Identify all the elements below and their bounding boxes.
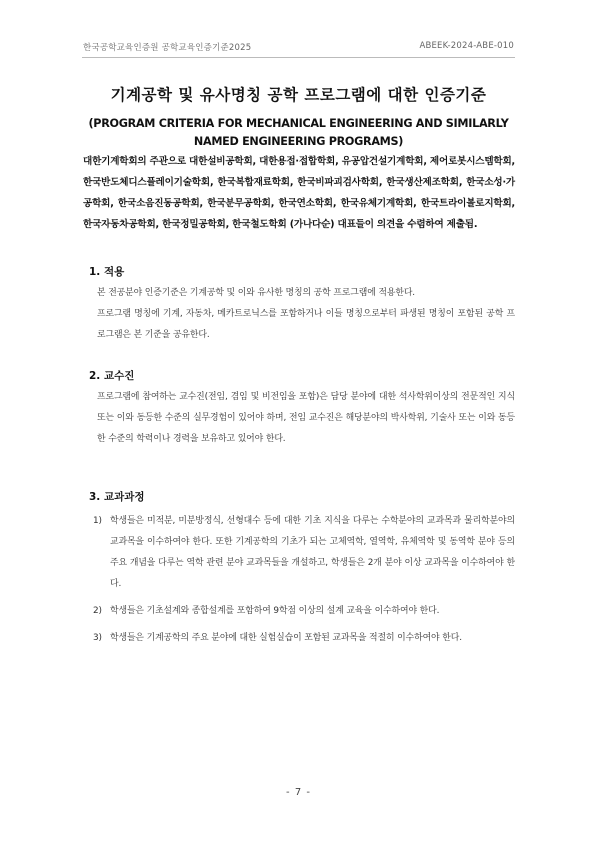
list-item-number: 2) <box>93 606 102 616</box>
list-item <box>93 601 515 622</box>
application-paragraph-2: 프로그램 명칭에 기계, 자동차, 메카트로닉스를 포함하거나 이들 명칭으로부터 파생된 명칭이 포함된 공학 프로그램은 본 기준을 공유한다. <box>97 309 515 340</box>
application-paragraph-1: 본 전공분야 인증기준은 기계공학 및 이와 유사한 명칭의 공학 프로그램에 적용한다. <box>97 288 416 298</box>
list-item-text: 학생들은 미적분, 미분방정식, 선형대수 등에 대한 기초 지식을 다루는 수학분야의 교과목과 물리학분야의 교과목을 이수하여야 한다. 또한 기계공학의 기초가 되는 고체역학, 열역학, 유체역학 및 동역학 분야 등의 주요 개념을 다루는 역학 관련 분야 교과목들을 개설하고, 학생들은 2개 분야 이상 교과목을 이수하여야 한다. <box>110 516 515 589</box>
faculty-paragraph: 프로그램에 참여하는 교수진(전임, 겸임 및 비전임을 포함)은 담당 분야에 대한 석사학위이상의 전문적인 지식 또는 이와 동등한 수준의 실무경험이 있어야 하며, 전임 교수진은 해당분야의 박사학위, 기술사 또는 이와 동등한 수준의 학력이나 경력을 보유하고 있어야 한다. <box>97 392 515 444</box>
page-header <box>0 0 597 58</box>
list-item-text: 학생들은 기초설계와 종합설계를 포함하여 9학점 이상의 설계 교육을 이수하여야 한다. <box>110 606 440 616</box>
list-item <box>93 628 515 649</box>
header-document-code: ABEEK-2024-ABE-010 <box>419 41 514 51</box>
curriculum-list <box>93 511 515 655</box>
title-english: (PROGRAM CRITERIA FOR MECHANICAL ENGINEERING AND SIMILARLY NAMED ENGINEERING PROGRAMS) <box>88 117 509 148</box>
list-item <box>93 511 515 595</box>
document-title <box>80 83 517 151</box>
page-number: - 7 - <box>286 787 311 798</box>
list-item-number: 1) <box>93 516 102 526</box>
list-item-text: 학생들은 기계공학의 주요 분야에 대한 실험실습이 포함된 교과목을 적절히 이수하여야 한다. <box>110 633 462 643</box>
title-korean: 기계공학 및 유사명칭 공학 프로그램에 대한 인증기준 <box>110 86 487 104</box>
intro-paragraph: 대한기계학회의 주관으로 대한설비공학회, 대한용접·접합학회, 유공압건설기계학회, 제어로봇시스템학회, 한국반도체디스플레이기술학회, 한국복합재료학회, 한국비파괴검사학회, 한국생산제조학회, 한국소성·가공학회, 한국소음진동공학회, 한국분무공학회, 한국연소학회, 한국유체기계학회, 한국트라이볼로지학회, 한국자동차공학회, 한국정밀공학회, 한국철도학회 (가나다순) 대표들이 의견을 수렴하여 제출됨. <box>83 156 515 230</box>
section-application-body <box>97 283 515 346</box>
header-divider <box>82 57 515 58</box>
header-organization: 한국공학교육인증원 공학교육인증기준2025 <box>83 43 252 53</box>
section-title-faculty: 2. 교수진 <box>89 370 135 382</box>
section-title-application: 1. 적용 <box>89 266 125 278</box>
section-title-curriculum: 3. 교과과정 <box>89 491 145 503</box>
list-item-number: 3) <box>93 633 102 643</box>
